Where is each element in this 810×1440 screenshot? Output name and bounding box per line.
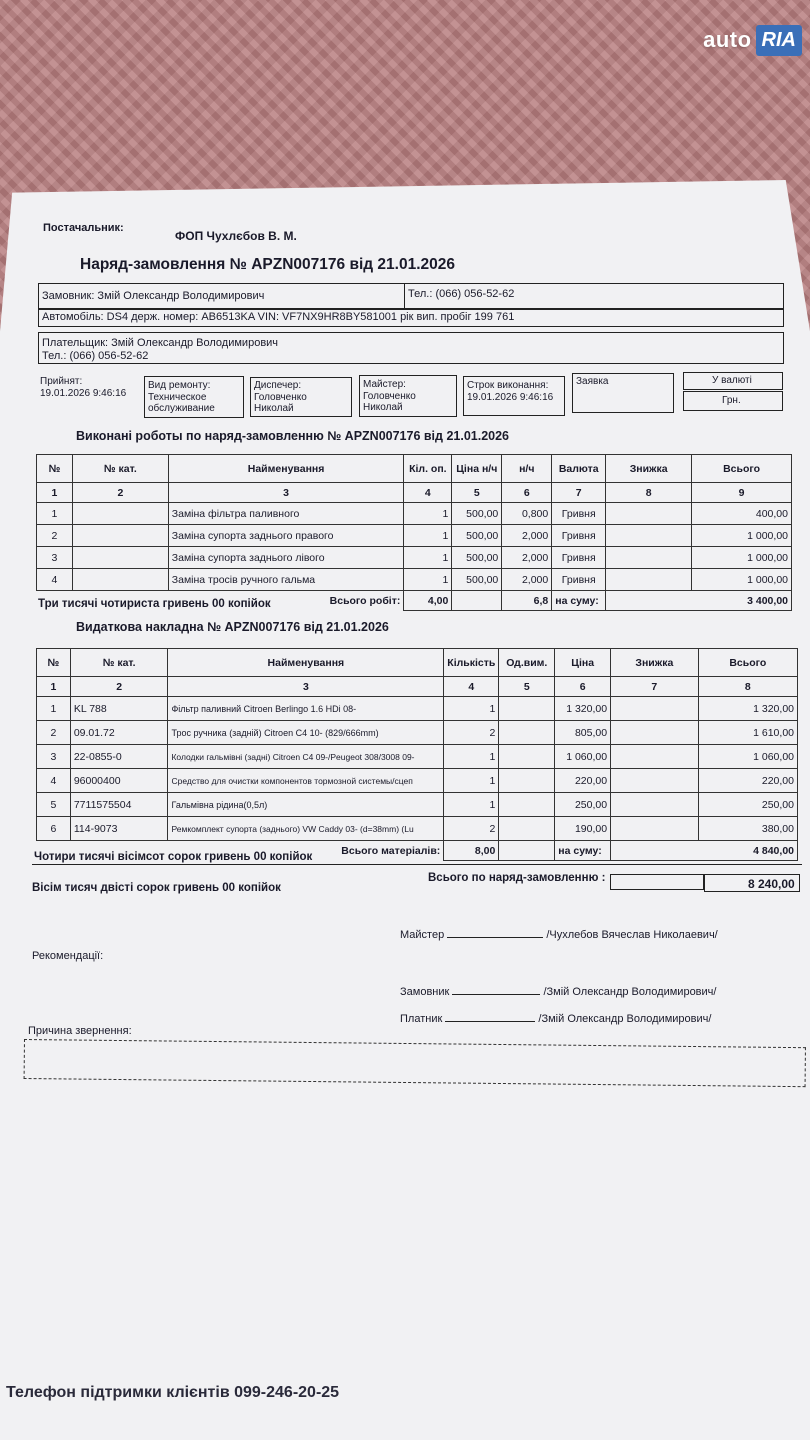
table-row <box>37 547 792 569</box>
works-title: Виконані роботы по наряд-замовленню № APZN007176 від 21.01.2026 <box>76 429 510 443</box>
invoice-cell-num: 1 <box>37 697 71 721</box>
works-table <box>36 454 792 611</box>
invoice-cell-unit <box>499 769 555 793</box>
signature-customer-name: /Змій Олександр Володимирович/ <box>543 986 717 998</box>
works-cell-hours: 2,000 <box>502 569 552 591</box>
accepted-value: 19.01.2026 9:46:16 <box>40 388 127 399</box>
invoice-cell-price: 190,00 <box>555 817 611 841</box>
colnum-cell: 7 <box>611 677 699 697</box>
support-phone-footer: Телефон підтримки клієнтів 099-246-20-25 <box>6 1384 340 1401</box>
invoice-cell-discount <box>611 721 699 745</box>
table-row <box>37 503 792 525</box>
invoice-cell-price: 220,00 <box>555 769 611 793</box>
invoice-cell-qty: 1 <box>444 769 499 793</box>
works-sum-label: на суму: <box>552 591 606 611</box>
works-cell-total: 1 000,00 <box>692 569 792 591</box>
colnum-cell: 7 <box>552 483 606 503</box>
invoice-cell-discount <box>611 817 699 841</box>
works-cell-name: Заміна фільтра паливного <box>168 503 404 525</box>
works-cell-price: 500,00 <box>452 569 502 591</box>
invoice-cell-qty: 1 <box>444 793 499 817</box>
invoice-cell-discount <box>611 697 699 721</box>
colnum-cell: 4 <box>444 677 499 697</box>
signature-line <box>445 1021 535 1022</box>
invoice-cell-name: Трос ручника (задній) Citroen C4 10- (829/666mm) <box>168 721 444 745</box>
invoice-cell-cat: 09.01.72 <box>70 721 168 745</box>
customer-divider <box>404 283 405 309</box>
works-cell-cat <box>72 547 168 569</box>
invoice-header-row <box>37 649 798 677</box>
works-cell-hours: 2,000 <box>502 525 552 547</box>
invoice-total-qty: 8,00 <box>444 841 499 861</box>
invoice-header-cell: Кількість <box>444 649 499 677</box>
dispatcher-label: Диспечер: <box>254 380 302 391</box>
works-total-sum: 3 400,00 <box>606 591 792 611</box>
table-row <box>37 745 798 769</box>
invoice-cell-num: 2 <box>37 721 71 745</box>
customer-line: Замовник: Змій Олександр Володимирович <box>42 290 265 302</box>
works-cell-discount <box>606 547 692 569</box>
works-sum-words: Три тисячі чотириста гривень 00 копійок <box>38 598 271 610</box>
table-row <box>37 721 798 745</box>
reason-label: Причина звернення: <box>28 1025 132 1037</box>
invoice-cell-num: 6 <box>37 817 71 841</box>
logo-auto-text: auto <box>703 27 752 52</box>
dispatcher-value: Головченко Николай <box>254 392 307 414</box>
colnum-cell: 4 <box>404 483 452 503</box>
works-cell-currency: Гривня <box>552 503 606 525</box>
supplier-value: ФОП Чухлєбов В. М. <box>175 229 297 243</box>
works-header-cell: Знижка <box>606 455 692 483</box>
repair-label: Вид ремонту: <box>148 380 211 391</box>
colnum-cell: 9 <box>692 483 792 503</box>
invoice-cell-total: 1 320,00 <box>698 697 797 721</box>
supplier-label: Постачальник: <box>43 222 124 234</box>
invoice-cell-discount <box>611 769 699 793</box>
signature-line <box>452 994 540 995</box>
colnum-cell: 6 <box>502 483 552 503</box>
recommendations-label: Рекомендації: <box>32 950 104 962</box>
colnum-cell: 3 <box>168 677 444 697</box>
invoice-cell-qty: 1 <box>444 697 499 721</box>
invoice-cell-unit <box>499 721 555 745</box>
works-header-cell: Всього <box>692 455 792 483</box>
signature-customer-label: Замовник <box>400 986 450 998</box>
order-title: Наряд-замовлення № APZN007176 від 21.01.2026 <box>80 256 455 273</box>
invoice-cell-num: 5 <box>37 793 71 817</box>
invoice-cell-unit <box>499 793 555 817</box>
works-header-cell: Валюта <box>552 455 606 483</box>
works-cell-discount <box>606 525 692 547</box>
colnum-cell: 8 <box>606 483 692 503</box>
colnum-cell: 1 <box>37 677 71 697</box>
works-cell-price: 500,00 <box>452 503 502 525</box>
invoice-cell-name: Средство для очистки компонентов тормозной системы/сцеп <box>168 769 444 793</box>
invoice-cell-price: 1 320,00 <box>555 697 611 721</box>
car-line: Автомобіль: DS4 держ. номер: AB6513KA VIN: VF7NX9HR8BY581001 рік вип. пробіг 199 761 <box>42 311 515 323</box>
invoice-cell-num: 3 <box>37 745 71 769</box>
invoice-cell-name: Фільтр паливний Citroen Berlingo 1.6 HDi 08- <box>168 697 444 721</box>
works-cell-total: 1 000,00 <box>692 547 792 569</box>
works-total-empty <box>452 591 502 611</box>
works-header-cell: № кат. <box>72 455 168 483</box>
invoice-cell-qty: 1 <box>444 745 499 769</box>
works-total-qty: 4,00 <box>404 591 452 611</box>
table-row <box>37 697 798 721</box>
works-cell-discount <box>606 569 692 591</box>
colnum-cell: 5 <box>452 483 502 503</box>
invoice-header-cell: Од.вим. <box>499 649 555 677</box>
invoice-cell-unit <box>499 745 555 769</box>
colnum-cell: 3 <box>168 483 404 503</box>
invoice-cell-total: 380,00 <box>698 817 797 841</box>
works-cell-name: Заміна тросів ручного гальма <box>168 569 404 591</box>
colnum-cell: 8 <box>698 677 797 697</box>
invoice-cell-qty: 2 <box>444 721 499 745</box>
works-cell-qty: 1 <box>404 547 452 569</box>
invoice-cell-total: 250,00 <box>698 793 797 817</box>
invoice-header-cell: № <box>37 649 71 677</box>
invoice-cell-discount <box>611 793 699 817</box>
signature-line <box>447 937 543 938</box>
works-cell-cat <box>72 525 168 547</box>
table-row <box>37 525 792 547</box>
invoice-title: Видаткова накладна № APZN007176 від 21.01.2026 <box>76 620 389 634</box>
invoice-total-sum: 4 840,00 <box>611 841 798 861</box>
payer-phone: Тел.: (066) 056-52-62 <box>42 350 149 362</box>
signature-customer <box>400 986 716 998</box>
works-cell-price: 500,00 <box>452 547 502 569</box>
invoice-cell-unit <box>499 697 555 721</box>
works-colnum-row <box>37 483 792 503</box>
term-label: Строк виконання: <box>467 380 549 391</box>
currency-value: Грн. <box>722 395 741 406</box>
signature-master-name: /Чухлебов Вячеслав Николаевич/ <box>546 929 718 941</box>
works-cell-num: 4 <box>37 569 73 591</box>
works-header-cell: № <box>37 455 73 483</box>
works-cell-qty: 1 <box>404 569 452 591</box>
invoice-sum-words: Чотири тисячі вісімсот сорок гривень 00 копійок <box>34 851 313 863</box>
works-cell-total: 1 000,00 <box>692 525 792 547</box>
currency-label: У валюті <box>712 375 752 386</box>
works-cell-total: 400,00 <box>692 503 792 525</box>
works-cell-currency: Гривня <box>552 569 606 591</box>
works-header-cell: Найменування <box>168 455 404 483</box>
works-total-hours: 6,8 <box>502 591 552 611</box>
invoice-cell-cat: 7711575504 <box>70 793 168 817</box>
works-cell-num: 1 <box>37 503 73 525</box>
invoice-header-cell: Знижка <box>611 649 699 677</box>
works-cell-currency: Гривня <box>552 525 606 547</box>
colnum-cell: 2 <box>72 483 168 503</box>
signature-payer <box>400 1013 711 1025</box>
invoice-cell-cat: 22-0855-0 <box>70 745 168 769</box>
invoice-cell-unit <box>499 817 555 841</box>
works-cell-qty: 1 <box>404 525 452 547</box>
invoice-colnum-row <box>37 677 798 697</box>
invoice-cell-cat: 96000400 <box>70 769 168 793</box>
works-cell-hours: 2,000 <box>502 547 552 569</box>
invoice-cell-total: 1 610,00 <box>698 721 797 745</box>
colnum-cell: 5 <box>499 677 555 697</box>
request-label: Заявка <box>576 376 609 387</box>
invoice-cell-price: 1 060,00 <box>555 745 611 769</box>
grand-total-value: 8 240,00 <box>748 877 795 891</box>
works-cell-discount <box>606 503 692 525</box>
master-label: Майстер: <box>363 379 406 390</box>
works-total-label: Всього робіт: <box>37 591 404 611</box>
invoice-total-label: Всього матеріалів: <box>37 841 444 861</box>
repair-value: Техническое обслуживание <box>148 392 215 414</box>
signature-master-label: Майстер <box>400 929 445 941</box>
reason-dashed-box <box>24 1039 806 1087</box>
invoice-cell-name: Ремкомплект супорта (заднього) VW Caddy 03- (d=38mm) (Lu <box>168 817 444 841</box>
works-cell-cat <box>72 569 168 591</box>
invoice-header-cell: Найменування <box>168 649 444 677</box>
table-row <box>37 817 798 841</box>
invoice-cell-name: Колодки гальмівні (задні) Citroen C4 09-/Peugeot 308/3008 09- <box>168 745 444 769</box>
invoice-cell-num: 4 <box>37 769 71 793</box>
invoice-cell-name: Гальмівна рідина(0,5л) <box>168 793 444 817</box>
invoice-cell-qty: 2 <box>444 817 499 841</box>
colnum-cell: 1 <box>37 483 73 503</box>
divider-line <box>32 864 802 865</box>
invoice-header-cell: Всього <box>698 649 797 677</box>
works-cell-num: 3 <box>37 547 73 569</box>
master-value: Головченко Николай <box>363 391 416 413</box>
customer-phone: Тел.: (066) 056-52-62 <box>408 288 515 300</box>
invoice-cell-total: 1 060,00 <box>698 745 797 769</box>
works-cell-hours: 0,800 <box>502 503 552 525</box>
invoice-cell-price: 250,00 <box>555 793 611 817</box>
invoice-cell-total: 220,00 <box>698 769 797 793</box>
invoice-header-cell: Ціна <box>555 649 611 677</box>
table-row <box>37 569 792 591</box>
invoice-cell-cat: KL 788 <box>70 697 168 721</box>
payer-line: Плательщик: Змій Олександр Володимирович <box>42 337 279 349</box>
grand-total-label: Всього по наряд-замовленню : <box>428 872 606 884</box>
table-row <box>37 769 798 793</box>
invoice-cell-price: 805,00 <box>555 721 611 745</box>
works-cell-qty: 1 <box>404 503 452 525</box>
works-cell-name: Заміна супорта заднього правого <box>168 525 404 547</box>
table-row <box>37 793 798 817</box>
works-header-row <box>37 455 792 483</box>
colnum-cell: 6 <box>555 677 611 697</box>
works-cell-price: 500,00 <box>452 525 502 547</box>
works-cell-cat <box>72 503 168 525</box>
works-cell-num: 2 <box>37 525 73 547</box>
term-value: 19.01.2026 9:46:16 <box>467 392 554 403</box>
colnum-cell: 2 <box>70 677 168 697</box>
signature-payer-label: Платник <box>400 1013 443 1025</box>
works-header-cell: Кіл. оп. <box>404 455 452 483</box>
works-cell-currency: Гривня <box>552 547 606 569</box>
invoice-cell-cat: 114-9073 <box>70 817 168 841</box>
invoice-cell-discount <box>611 745 699 769</box>
grand-total-words: Вісім тисяч двісті сорок гривень 00 копійок <box>32 882 281 894</box>
works-cell-name: Заміна супорта заднього лівого <box>168 547 404 569</box>
invoice-sum-label: на суму: <box>555 841 611 861</box>
invoice-header-cell: № кат. <box>70 649 168 677</box>
signature-master <box>400 929 718 941</box>
grand-total-empty-box <box>610 874 704 890</box>
works-header-cell: н/ч <box>502 455 552 483</box>
signature-payer-name: /Змій Олександр Володимирович/ <box>538 1013 712 1025</box>
accepted-label: Прийнят: <box>40 376 83 387</box>
invoice-table <box>36 648 798 861</box>
logo-ria-text: RIA <box>756 25 802 56</box>
invoice-total-empty <box>499 841 555 861</box>
works-header-cell: Ціна н/ч <box>452 455 502 483</box>
